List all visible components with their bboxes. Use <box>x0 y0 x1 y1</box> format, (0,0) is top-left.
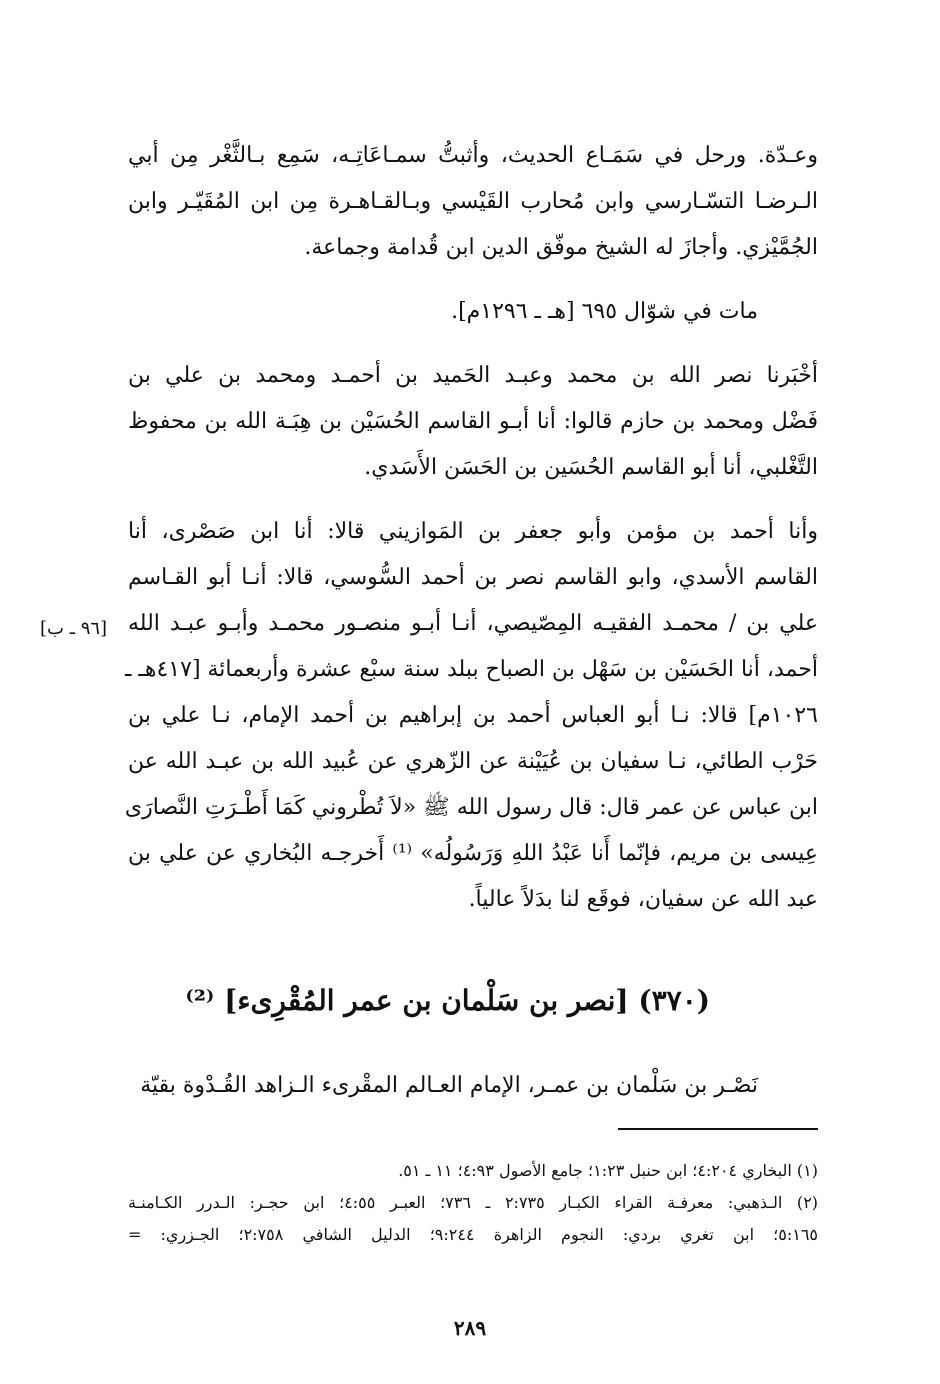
footnote-1: (١) البخاري ٤:٢٠٤؛ ابن حنبل ١:٢٣؛ جامع الأصول ٤:٩٣؛ ١١ ـ ٥١. <box>398 1161 818 1180</box>
paragraph-4-line-7: ابن عباس عن عمر قال: قال رسول الله ﷺ «لاَ تُطْروني كَمَا أَطْـرَتِ النَّصارَى <box>124 795 818 820</box>
paragraph-4-line-5: ١٠٢٦م] قالا: نـا أبو العباس أحمد بن إبراهيم بن أحمد الإمام، نـا علي بن <box>128 703 818 728</box>
paragraph-4-line-3: علي بن / محمـد الفقيـه المِصّيصي، أنـا أبـو منصـور محمـد وأبـو عبـد الله <box>128 611 818 636</box>
paragraph-4-line-6: حَرْب الطائي، نـا سفيان بن عُيَيْنة عن الزّهري عن عُبيد الله بن عبـد الله عن <box>128 749 818 774</box>
paragraph-3-line-1: أخْبَرنا نصر الله بن محمد وعبـد الحَميد بن أحمـد ومحمد بن علي بن <box>128 363 818 388</box>
paragraph-1-line-1: وعـدّة. ورحل في سَمَـاع الحديث، وأثبتُّ سمـاعَاتِـه، سَمِع بـالثَّغْر مِن أبي <box>128 143 818 168</box>
footnote-2-line-2: ٥:١٦٥؛ ابن تغري بردي: النجوم الزاهرة ٩:٢٤٤؛ الدليل الشافي ٢:٧٥٨؛ الجـزري: = <box>128 1225 818 1244</box>
paragraph-4-line-1: وأنا أحمد بن مؤمن وأبو جعفر بن المَوازيني قالا: أنا ابن صَصْرى، أنا <box>128 519 818 544</box>
paragraph-1-line-2: الـرضـا التسّـارسي وابن مُحارب القَيْسي وبـالقـاهـرة مِن ابن المُقَيّـر وابن <box>128 189 818 214</box>
paragraph-4-line-2: القاسم الأسدي، وابو القاسم نصر بن أحمد السُّوسي، قالا: أنـا أبو القـاسم <box>128 565 818 590</box>
page-number: ٢٨٩ <box>453 1316 487 1340</box>
entry-heading: (٣٧٠) [نصر بن سَلْمان بن عمر المُقْرِىء] ⁽²⁾ <box>185 984 710 1017</box>
paragraph-1-line-3: الجُمَّيْزي. وأجازَ له الشيخ موفّق الدين ابن قُدامة وجماعة. <box>304 235 818 260</box>
footnote-2-line-1: (٢) الـذهبي: معرفـة القراء الكبـار ٢:٧٣٥ ـ ٧٣٦؛ العبـر ٤:٥٥؛ ابن حجـر: الـدرر الكـامنـة <box>128 1193 819 1212</box>
paragraph-2-line-1: مات في شوّال ٦٩٥ [هـ ـ ١٢٩٦م]. <box>451 299 758 324</box>
folio-margin-note: [٩٦ ـ ب] <box>40 618 108 639</box>
paragraph-3-line-2: فَضْل ومحمد بن حازم قالوا: أنا أبـو القاسم الحُسَيْن بن هِبَـة الله بن محفوظ <box>128 409 818 434</box>
paragraph-4-line-4: أحمد، أنا الحَسَيْن بن سَهْل بن الصباح ببلد سنة سبْع عشرة وأربعمائة [٤١٧هـ ـ <box>124 657 818 682</box>
paragraph-4-line-8: عِيسى بن مريم، فإنّما أَنا عَبْدُ اللهِ وَرَسُولُه» ⁽¹⁾ أَخرجـه البُخاري عن علي بن <box>128 841 818 866</box>
entry-intro-line: نَصْـر بن سَلْمان بن عمـر، الإمام العـالم المقْرىء الـزاهد القُـدْوة بقيّة <box>140 1073 758 1098</box>
footnote-separator <box>618 1128 818 1130</box>
paragraph-4-line-9: عبد الله عن سفيان، فوقَع لنا بدَلاً عالياً. <box>468 887 818 912</box>
paragraph-3-line-3: التَّغْلبي، أنا أبو القاسم الحُسَين بن الحَسَن الأَسَدي. <box>364 455 818 480</box>
